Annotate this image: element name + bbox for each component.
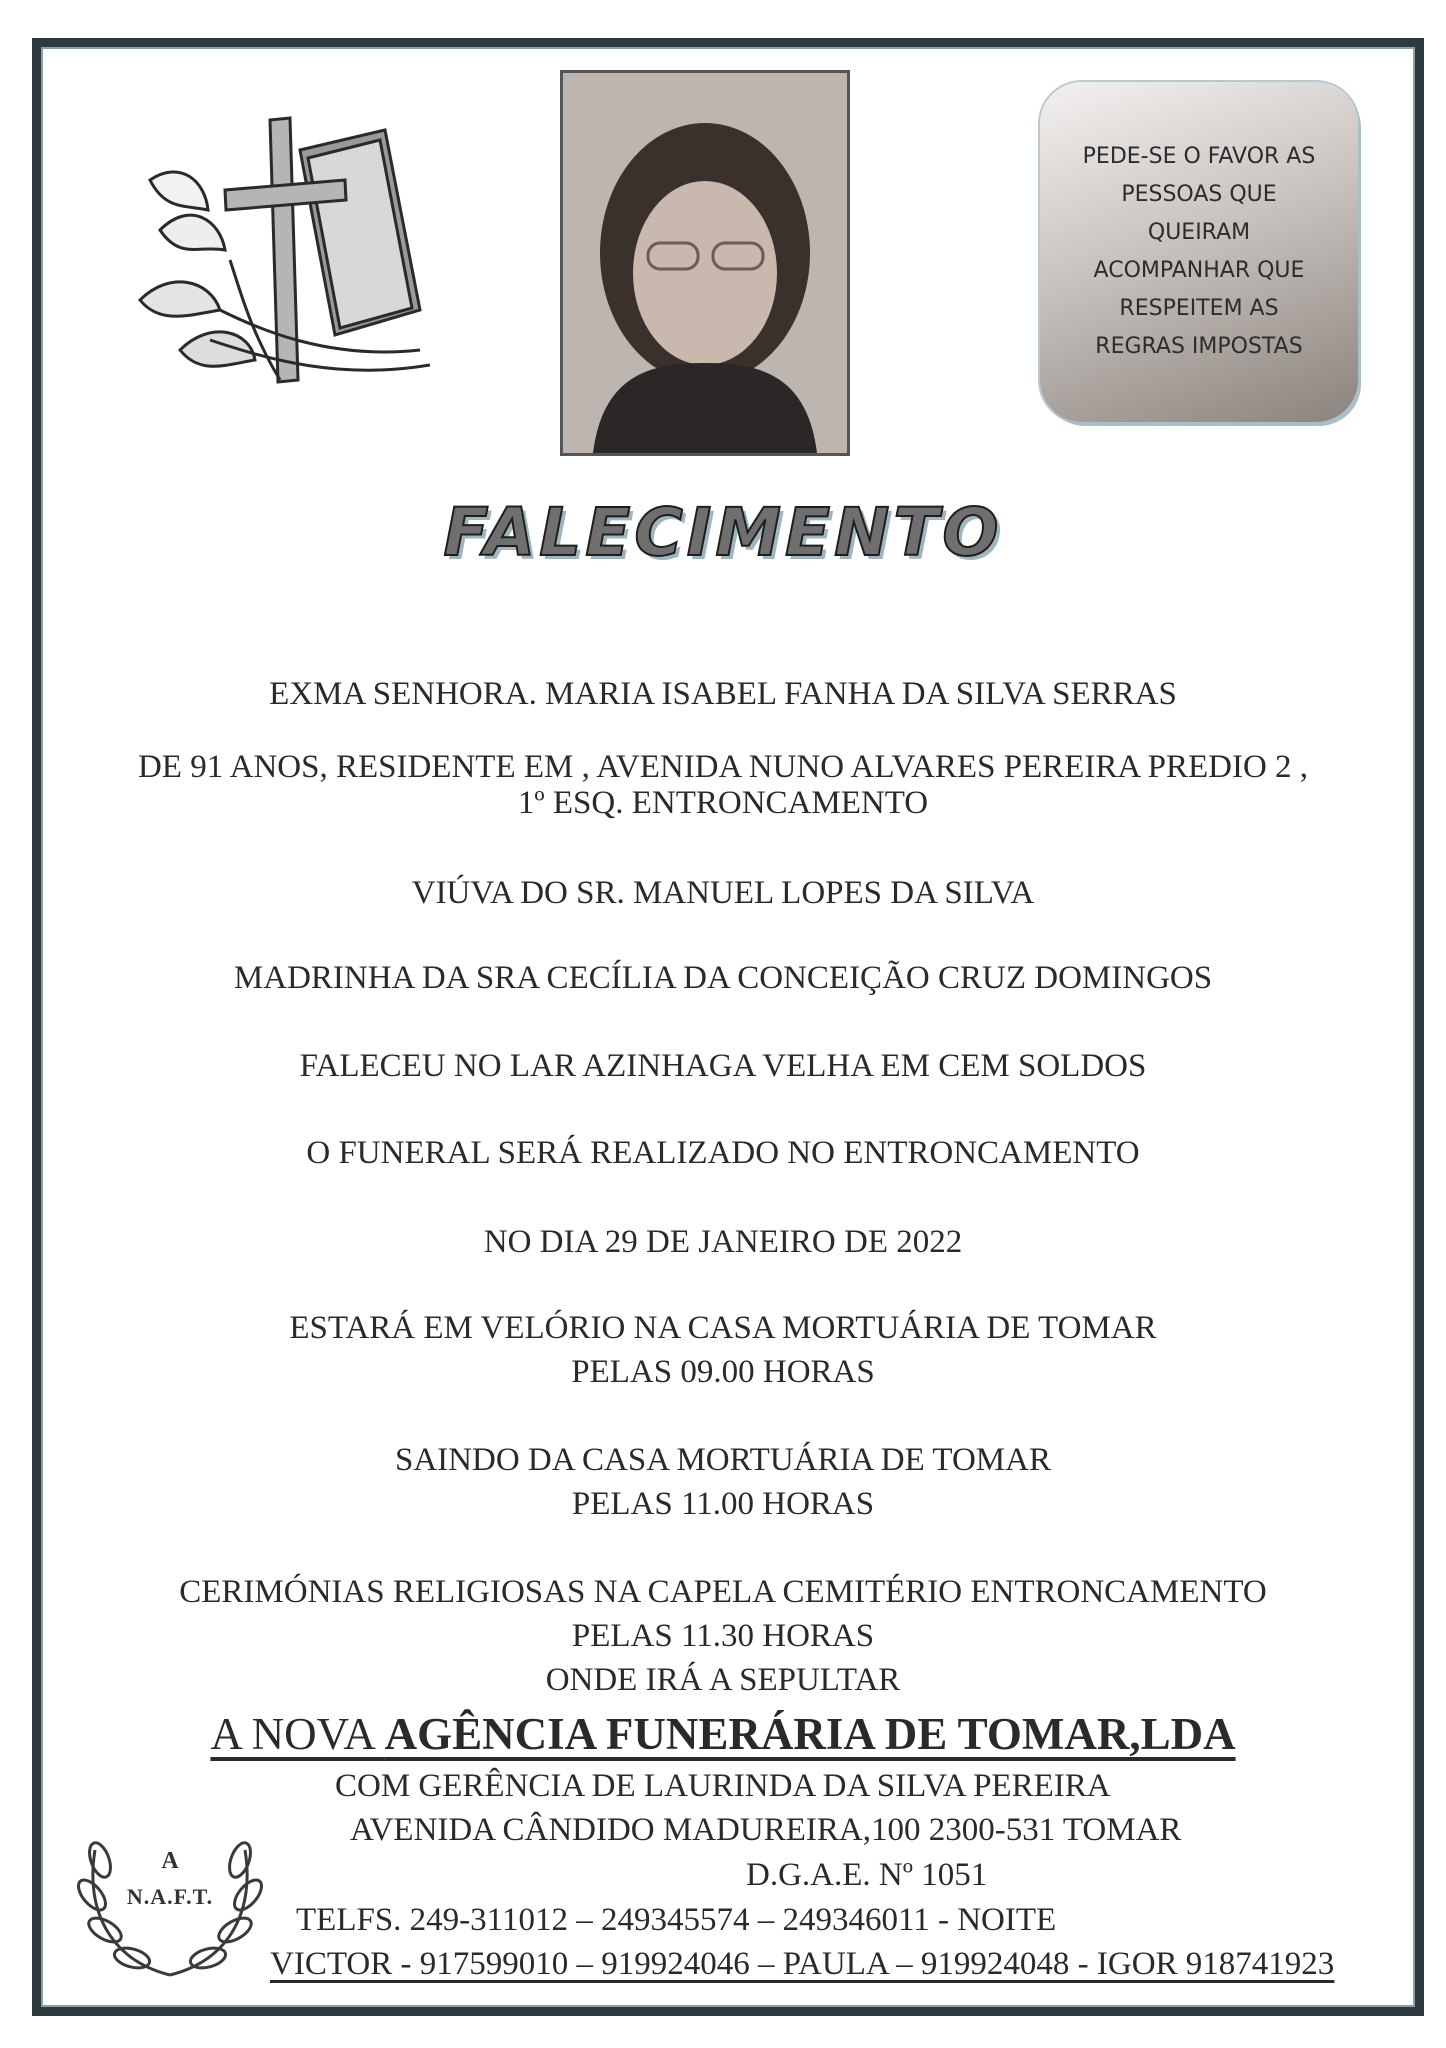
agency-title: AGÊNCIA FUNERÁRIA DE TOMAR,LDA bbox=[384, 1709, 1236, 1759]
portrait-photo bbox=[560, 70, 850, 456]
widow-of: VIÚVA DO SR. MANUEL LOPES DA SILVA bbox=[411, 875, 1035, 911]
night-contacts: VICTOR - 917599010 – 919924046 – PAULA – 919924048 - IGOR 918741923 bbox=[270, 1946, 1335, 1982]
agency-management: COM GERÊNCIA DE LAURINDA DA SILVA PEREIRA bbox=[335, 1768, 1111, 1804]
wake-location: ESTARÁ EM VELÓRIO NA CASA MORTUÁRIA DE TOMAR bbox=[289, 1310, 1157, 1346]
place-of-death: FALECEU NO LAR AZINHAGA VELHA EM CEM SOLDOS bbox=[299, 1048, 1147, 1084]
cross-icon bbox=[130, 110, 430, 410]
logo-letter: A bbox=[161, 1848, 179, 1874]
funeral-date: NO DIA 29 DE JANEIRO DE 2022 bbox=[483, 1224, 963, 1260]
godmother-of: MADRINHA DA SRA CECÍLIA DA CONCEIÇÃO CRUZ DOMINGOS bbox=[233, 960, 1213, 996]
agency-logo bbox=[70, 1790, 270, 1990]
wake-time: PELAS 09.00 HORAS bbox=[571, 1354, 875, 1390]
ceremony-time: PELAS 11.30 HORAS bbox=[571, 1618, 875, 1654]
departure-time: PELAS 11.00 HORAS bbox=[571, 1486, 875, 1522]
deceased-name: EXMA SENHORA. MARIA ISABEL FANHA DA SILVA SERRAS bbox=[269, 676, 1177, 712]
respect-rules-notice bbox=[1040, 82, 1358, 422]
agency-phones: TELFS. 249-311012 – 249345574 – 249346011 - NOITE bbox=[296, 1902, 1057, 1938]
notice-text: PEDE-SE O FAVOR AS PESSOAS QUE QUEIRAM ACOMPANHAR QUE RESPEITEM AS REGRAS IMPOSTAS bbox=[1082, 144, 1316, 359]
page-title: FALECIMENTO bbox=[443, 494, 1003, 571]
agency-address: AVENIDA CÂNDIDO MADUREIRA,100 2300-531 TOMAR bbox=[350, 1812, 1182, 1848]
burial-note: ONDE IRÁ A SEPULTAR bbox=[545, 1662, 901, 1698]
departure-location: SAINDO DA CASA MORTUÁRIA DE TOMAR bbox=[395, 1442, 1051, 1478]
agency-name bbox=[0, 1708, 1446, 1760]
ceremony-location: CERIMÓNIAS RELIGIOSAS NA CAPELA CEMITÉRIO ENTRONCAMENTO bbox=[179, 1574, 1267, 1610]
funeral-location: O FUNERAL SERÁ REALIZADO NO ENTRONCAMENTO bbox=[306, 1135, 1140, 1171]
cross-lily-illustration bbox=[130, 110, 430, 410]
agency-prefix: A NOVA bbox=[210, 1709, 385, 1759]
age-residence: DE 91 ANOS, RESIDENTE EM , AVENIDA NUNO ALVARES PEREIRA PREDIO 2 , bbox=[137, 749, 1309, 785]
portrait-icon bbox=[563, 73, 847, 453]
logo-initials: N.A.F.T. bbox=[126, 1884, 214, 1909]
agency-dgae: D.G.A.E. Nº 1051 bbox=[746, 1857, 988, 1893]
address-continued: 1º ESQ. ENTRONCAMENTO bbox=[517, 785, 929, 821]
